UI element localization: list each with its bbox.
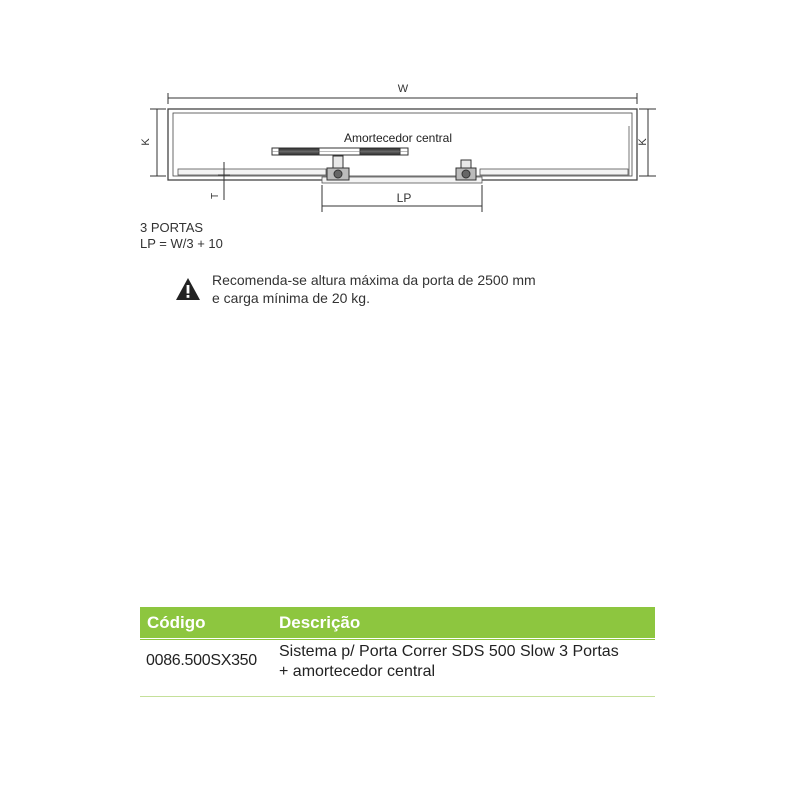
column-header-code: Código <box>147 613 206 632</box>
warning-line-1: Recomenda-se altura máxima da porta de 2500 mm <box>212 272 536 288</box>
roller-left <box>327 156 349 180</box>
central-damper <box>272 148 408 155</box>
lp-label: LP <box>396 191 412 205</box>
sliding-door-diagram <box>0 0 800 220</box>
k-left-label: K <box>140 138 152 146</box>
column-header-description: Descrição <box>279 613 361 632</box>
formula-title: 3 PORTAS <box>140 220 204 235</box>
product-table <box>140 607 655 697</box>
technical-diagram <box>0 0 800 220</box>
damper-label: Amortecedor central <box>343 131 453 145</box>
row-divider <box>140 696 655 697</box>
description-line-1: Sistema p/ Porta Correr SDS 500 Slow 3 Portas <box>279 643 619 660</box>
product-description <box>279 642 619 682</box>
product-code: 0086.500SX350 <box>146 652 257 669</box>
warning-triangle-icon <box>175 277 201 301</box>
t-label: T <box>210 192 221 200</box>
width-label: W <box>397 83 409 95</box>
table-header <box>140 607 655 638</box>
formula-expression: LP = W/3 + 10 <box>140 236 223 251</box>
warning-note <box>175 271 595 311</box>
warning-line-2: e carga mínima de 20 kg. <box>212 290 370 306</box>
formula-block <box>140 220 223 252</box>
roller-right <box>456 160 476 180</box>
k-right-label: K <box>637 138 649 146</box>
k-left-dimension <box>150 109 166 176</box>
warning-text <box>212 271 536 307</box>
description-line-2: + amortecedor central <box>279 663 436 680</box>
table-row <box>140 640 655 696</box>
